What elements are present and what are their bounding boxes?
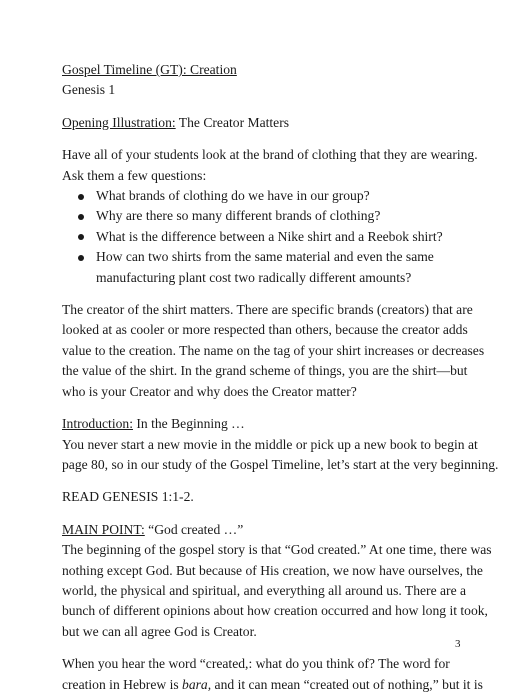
page-number: 3 <box>455 638 461 650</box>
opening-illustration-title: The Creator Matters <box>175 114 290 130</box>
question-list <box>62 186 482 288</box>
spacer <box>62 101 482 113</box>
hebrew-word: bara, <box>182 676 212 692</box>
question-item <box>62 206 482 226</box>
paragraph-line: nothing except God. But because of His creation, we now have ourselves, the <box>62 562 483 578</box>
spacer <box>62 402 482 414</box>
document-page <box>62 60 499 695</box>
paragraph-line: bunch of different opinions about how creation occurred and how long it took, <box>62 603 488 619</box>
question-item <box>62 186 482 206</box>
question-text: What brands of clothing do we have in our group? <box>96 188 370 204</box>
text-run: creation in Hebrew is <box>62 676 183 692</box>
main-point-title: “God created …” <box>144 521 244 537</box>
spacer <box>62 508 482 520</box>
paragraph-line: When you hear the word “created,: what do you think of? The word for <box>62 656 450 672</box>
bullet-icon <box>78 234 84 240</box>
paragraph-line: looked at as cooler or more respected than others, because the creator adds <box>62 322 468 338</box>
paragraph-line: value to the creation. The name on the tag of your shirt increases or decreases <box>62 342 485 358</box>
spacer <box>62 642 482 654</box>
question-text: Why are there so many different brands of clothing? <box>96 208 381 224</box>
main-point-heading <box>62 520 482 540</box>
lesson-title: Gospel Timeline (GT): Creation <box>62 62 237 77</box>
paragraph-line: Ask them a few questions: <box>62 167 207 183</box>
reading-instruction: READ GENESIS 1:1-2. <box>62 489 194 505</box>
paragraph-line: The beginning of the gospel story is that “God created.” At one time, there was <box>62 542 492 558</box>
question-text: How can two shirts from the same material and even the same <box>96 249 434 265</box>
paragraph-line: You never start a new movie in the middle or pick up a new book to begin at <box>62 436 478 452</box>
bullet-icon <box>78 194 84 200</box>
opening-illustration-heading <box>62 113 482 133</box>
bullet-icon <box>78 255 84 261</box>
paragraph-line <box>62 675 482 695</box>
introduction-title: In the Beginning … <box>132 416 245 432</box>
question-item <box>62 227 482 247</box>
spacer <box>62 475 482 487</box>
introduction-heading <box>62 414 482 434</box>
introduction-label: Introduction: <box>62 416 133 432</box>
paragraph-line: who is your Creator and why does the Creator matter? <box>62 383 357 399</box>
bullet-icon <box>78 214 84 220</box>
paragraph-line: page 80, so in our study of the Gospel Timeline, let’s start at the very beginning. <box>62 456 499 472</box>
paragraph-line: The creator of the shirt matters. There are specific brands (creators) that are <box>62 302 473 318</box>
scripture-reference: Genesis 1 <box>62 82 116 98</box>
question-text: manufacturing plant cost two radically different amounts? <box>96 269 412 285</box>
spacer <box>62 133 482 145</box>
spacer <box>62 288 482 300</box>
intro-paragraph <box>62 145 482 186</box>
text-run: and it can mean “created out of nothing,” but it is <box>211 676 483 692</box>
paragraph-line: world, the physical and spiritual, and everything all around us. There are a <box>62 582 467 598</box>
paragraph-line: the value of the shirt. In the grand scheme of things, you are the shirt—but <box>62 363 468 379</box>
creator-paragraph <box>62 300 485 402</box>
question-text: What is the difference between a Nike shirt and a Reebok shirt? <box>96 228 443 244</box>
opening-illustration-label: Opening Illustration: <box>62 114 176 130</box>
paragraph-line: but we can all agree God is Creator. <box>62 623 257 639</box>
question-item <box>62 247 482 288</box>
main-point-label: MAIN POINT: <box>62 521 145 537</box>
paragraph-line: Have all of your students look at the brand of clothing that they are wearing. <box>62 147 478 163</box>
